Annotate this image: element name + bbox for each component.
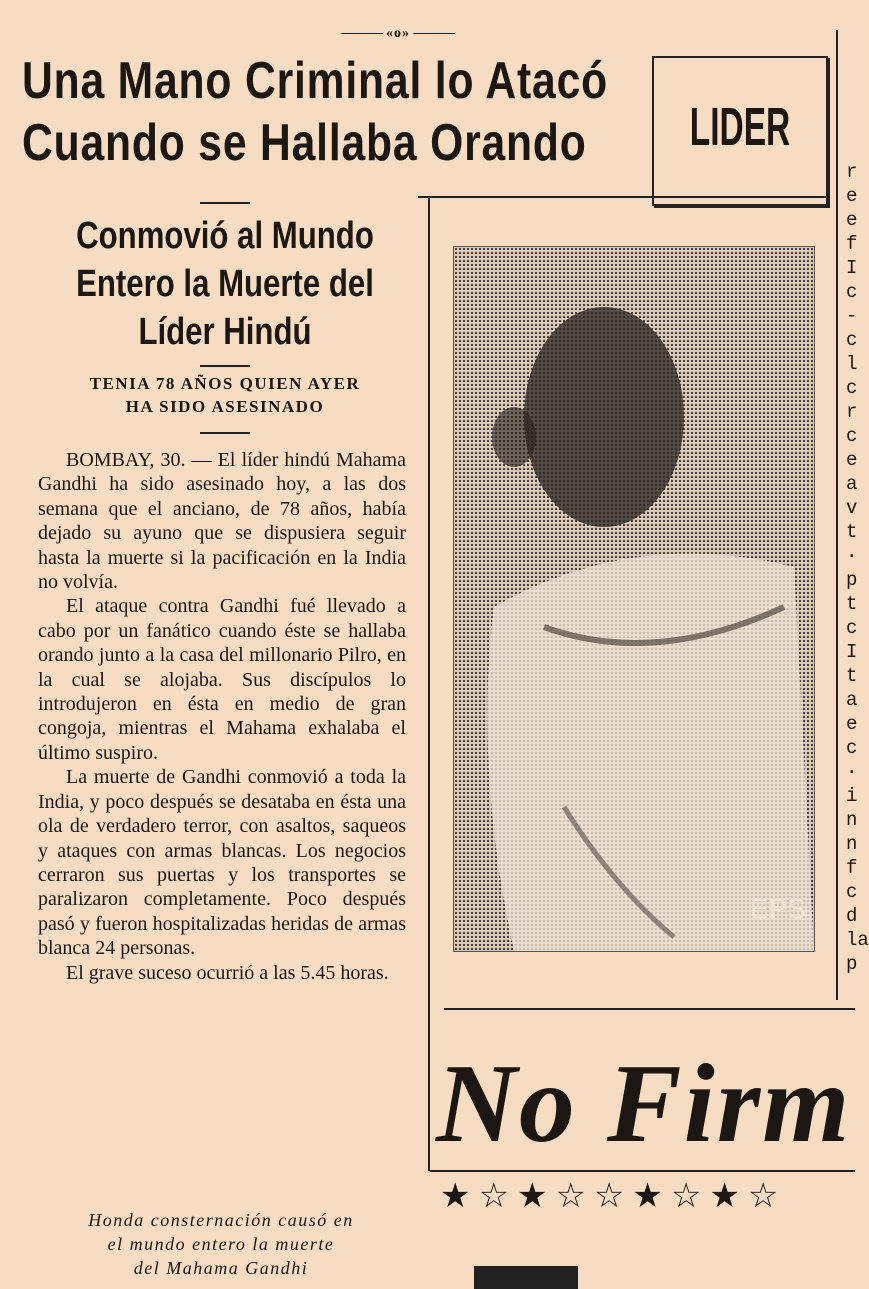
subheadline-line: Entero la Muerte del bbox=[76, 263, 374, 305]
paragraph: La muerte de Gandhi conmovió a toda la India, y poco después se desataba en ésta una ola de verdadero terror, con asaltos, saqueos y ataques con armas blancas. Los negocios cerraron sus puertas y los transportes se paralizaron completamente. Poco después pasó y fueron hospitalizadas heridas de armas blanca 24 personas. bbox=[38, 766, 406, 960]
bottom-block bbox=[474, 1266, 578, 1289]
watermark: EPS bbox=[749, 893, 806, 924]
headline bbox=[22, 50, 608, 174]
divider bbox=[444, 1008, 855, 1010]
paragraph: El grave suceso ocurrió a las 5.45 horas. bbox=[66, 961, 389, 984]
divider bbox=[200, 365, 250, 367]
paragraph: BOMBAY, 30. — El líder hindú Mahama Gandhi ha sido asesinado hoy, a las dos semana que el anciano, de 78 años, había dejado su ayuno que se dispusiera seguir hasta la muerte si la pacificación en la India no volvía. bbox=[38, 449, 406, 594]
article-body bbox=[38, 448, 406, 985]
divider bbox=[200, 432, 250, 434]
bottom-headline: No Firm bbox=[436, 1042, 852, 1166]
divider bbox=[200, 202, 250, 204]
caption-line: del Mahama Gandhi bbox=[133, 1258, 309, 1278]
headline-line-1: Una Mano Criminal lo Atacó bbox=[22, 52, 608, 110]
lider-box bbox=[652, 56, 828, 206]
subheadline-line: Conmovió al Mundo bbox=[76, 215, 374, 257]
divider bbox=[430, 1170, 855, 1172]
lider-box-text: LIDER bbox=[689, 97, 791, 157]
caption-line: Honda consternación causó en bbox=[88, 1210, 354, 1230]
portrait-silhouette bbox=[454, 247, 814, 951]
deck-line: HA SIDO ASESINADO bbox=[125, 397, 325, 416]
deck-line: TENIA 78 AÑOS QUIEN AYER bbox=[89, 374, 361, 393]
right-column-fragments: r e e f I c - c l c r c e a v t · p t c I t a e c · i n n f c d la p bbox=[846, 161, 869, 975]
column-rule bbox=[836, 30, 838, 1000]
ornament: «o» bbox=[328, 26, 468, 42]
divider bbox=[418, 196, 828, 198]
caption-line: el mundo entero la muerte bbox=[107, 1234, 335, 1254]
subheadline bbox=[65, 212, 385, 356]
paragraph: El ataque contra Gandhi fué llevado a cabo por un fanático cuando éste se hallaba orando junto a la casa del millonario Pilro, en la cual se alojaba. Sus discípulos lo introdujeron en ésta en medio de gran congoja, mientras el Mahama exhalaba el último suspiro. bbox=[38, 595, 406, 764]
subheadline-line: Líder Hindú bbox=[138, 311, 312, 353]
photo-caption bbox=[36, 1208, 406, 1280]
deck bbox=[30, 372, 420, 418]
headline-line-2: Cuando se Hallaba Orando bbox=[22, 114, 587, 172]
portrait-photo bbox=[453, 246, 815, 952]
star-row: ★☆★☆☆★☆★☆ bbox=[440, 1178, 787, 1215]
column-rule bbox=[428, 196, 430, 1171]
